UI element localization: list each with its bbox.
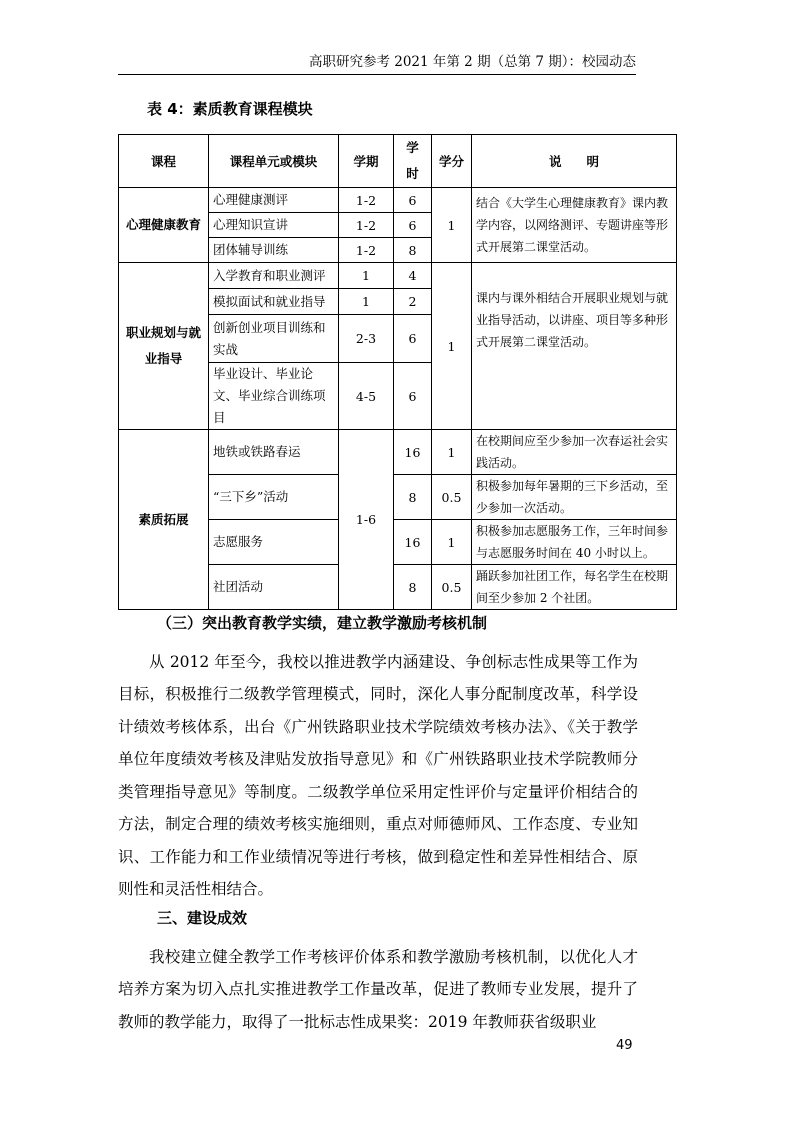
unit-cell: 入学教育和职业测评 <box>209 263 339 289</box>
table-row <box>119 263 677 289</box>
table-header-row <box>119 135 677 188</box>
hours-cell: 4 <box>394 263 432 289</box>
unit-cell: 毕业设计、毕业论文、毕业综合训练项目 <box>209 363 339 430</box>
table-row <box>119 188 677 213</box>
hours-cell: 6 <box>394 213 432 238</box>
note-cell: 课内与课外相结合开展职业规划与就业指导活动，以讲座、项目等多种形式开展第二课堂活动。 <box>472 263 677 430</box>
hours-cell: 2 <box>394 289 432 315</box>
credit-cell: 0.5 <box>432 565 472 610</box>
unit-cell: 志愿服务 <box>209 520 339 565</box>
running-title: 高职研究参考 2021 年第 2 期（总第 7 期）：校园动态 <box>308 54 636 70</box>
hours-cell: 8 <box>394 565 432 610</box>
credit-cell: 1 <box>432 520 472 565</box>
header-course: 课程 <box>119 135 209 188</box>
note-cell: 积极参加志愿服务工作，三年时间参与志愿服务时间在 40 小时以上。 <box>472 520 677 565</box>
unit-cell: “三下乡”活动 <box>209 475 339 520</box>
term-cell: 2-3 <box>339 315 394 363</box>
header-hours: 学时 <box>394 135 432 188</box>
hours-cell: 6 <box>394 315 432 363</box>
header-description: 说 明 <box>472 135 677 188</box>
hours-cell: 16 <box>394 430 432 475</box>
course-cell: 素质拓展 <box>119 430 209 610</box>
term-cell: 1-2 <box>339 188 394 213</box>
page-number: 49 <box>616 1038 633 1053</box>
course-cell: 心理健康教育 <box>119 188 209 263</box>
hours-cell: 6 <box>394 363 432 430</box>
credit-cell: 1 <box>432 263 472 430</box>
hours-cell: 16 <box>394 520 432 565</box>
section-heading: 三、建设成效 <box>157 909 248 927</box>
credit-cell: 0.5 <box>432 475 472 520</box>
term-cell: 4-5 <box>339 363 394 430</box>
credit-cell: 1 <box>432 188 472 263</box>
term-cell: 1-2 <box>339 238 394 263</box>
term-cell: 1 <box>339 263 394 289</box>
hours-cell: 8 <box>394 238 432 263</box>
table-caption: 表 4：素质教育课程模块 <box>147 100 313 118</box>
term-cell: 1 <box>339 289 394 315</box>
note-cell: 在校期间应至少参加一次春运社会实践活动。 <box>472 430 677 475</box>
term-cell: 1-6 <box>339 430 394 610</box>
header-unit: 课程单元或模块 <box>209 135 339 188</box>
unit-cell: 社团活动 <box>209 565 339 610</box>
note-cell: 积极参加每年暑期的三下乡活动，至少参加一次活动。 <box>472 475 677 520</box>
running-header <box>118 52 636 75</box>
unit-cell: 团体辅导训练 <box>209 238 339 263</box>
section-heading: （三）突出教育教学实绩，建立教学激励考核机制 <box>157 614 488 632</box>
term-cell: 1-2 <box>339 213 394 238</box>
unit-cell: 创新创业项目训练和实战 <box>209 315 339 363</box>
unit-cell: 地铁或铁路春运 <box>209 430 339 475</box>
credit-cell: 1 <box>432 430 472 475</box>
table-row <box>119 430 677 475</box>
body-paragraph: 我校建立健全教学工作考核评价体系和教学激励考核机制，以优化人才培养方案为切入点扎实推进教学工作量改革，促进了教师专业发展，提升了教师的教学能力，取得了一批标志性成果奖：2019 年教师获省级职业 <box>118 947 638 1031</box>
note-cell: 结合《大学生心理健康教育》课内教学内容，以网络测评、专题讲座等形式开展第二课堂活动。 <box>472 188 677 263</box>
quality-education-table <box>118 134 677 610</box>
header-credit: 学分 <box>432 135 472 188</box>
unit-cell: 心理知识宣讲 <box>209 213 339 238</box>
header-term: 学期 <box>339 135 394 188</box>
hours-cell: 6 <box>394 188 432 213</box>
body-paragraph: 从 2012 年至今，我校以推进教学内涵建设、争创标志性成果等工作为目标，积极推行二级教学管理模式，同时，深化人事分配制度改革，科学设计绩效考核体系，出台《广州铁路职业技术学院绩效考核办法》、《关于教学单位年度绩效考核及津贴发放指导意见》和《广州铁路职业技术学院教师分类管理指导意见》等制度。二级教学单位采用定性评价与定量评价相结合的方法，制定合理的绩效考核实施细则，重点对师德师风、工作态度、专业知识、工作能力和工作业绩情况等进行考核，做到稳定性和差异性相结合、原则性和灵活性相结合。 <box>118 652 638 898</box>
note-cell: 踊跃参加社团工作，每名学生在校期间至少参加 2 个社团。 <box>472 565 677 610</box>
hours-cell: 8 <box>394 475 432 520</box>
course-cell: 职业规划与就业指导 <box>119 263 209 430</box>
unit-cell: 心理健康测评 <box>209 188 339 213</box>
unit-cell: 模拟面试和就业指导 <box>209 289 339 315</box>
